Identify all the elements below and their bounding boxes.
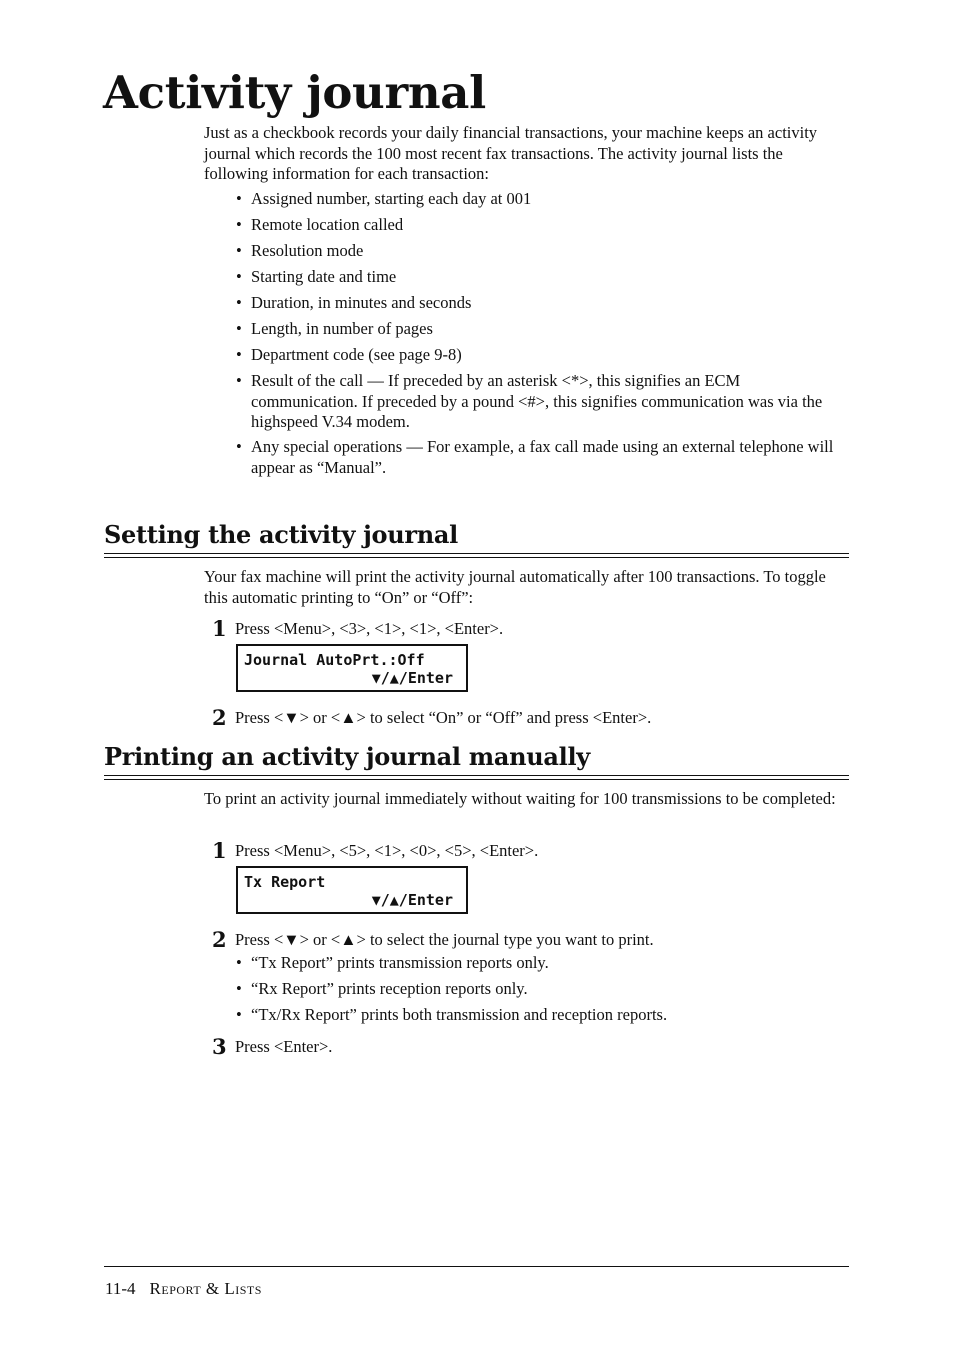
- step-text: Press <Menu>, <3>, <1>, <1>, <Enter>.: [235, 619, 504, 638]
- lcd-display: [236, 866, 468, 914]
- step-text: Press <▼> or <▲> to select “On” or “Off” and press <Enter>.: [235, 708, 652, 727]
- step-number: 3: [212, 1034, 227, 1059]
- bullet: •: [236, 437, 242, 456]
- list-item: [236, 345, 851, 366]
- list-item-text: Length, in number of pages: [251, 319, 433, 338]
- step-text: Press <Menu>, <5>, <1>, <0>, <5>, <Enter>.: [235, 841, 539, 860]
- step-number: 1: [212, 616, 227, 641]
- footer-rule: [104, 1266, 849, 1267]
- bullet: •: [236, 241, 242, 260]
- list-item-text: Duration, in minutes and seconds: [251, 293, 472, 312]
- heading-rule: [104, 779, 849, 780]
- bullet: •: [236, 345, 242, 364]
- list-item-text: Result of the call — If preceded by an asterisk <*>, this signifies an ECM communication. If preceded by a pound <#>, this signifies communication was via the highspeed V.34 modem.: [251, 371, 823, 431]
- list-item: [236, 241, 851, 262]
- step-number: 1: [212, 838, 227, 863]
- step-number: 2: [212, 705, 227, 730]
- lcd-line-2: ▼/▲/Enter: [371, 669, 453, 687]
- section-heading-printing: Printing an activity journal manually: [104, 742, 590, 771]
- lcd-line-1: Tx Report: [244, 873, 326, 891]
- section-heading-setting: Setting the activity journal: [104, 520, 458, 549]
- list-item-text: “Tx/Rx Report” prints both transmission and reception reports.: [251, 1005, 668, 1024]
- chapter-title: Report & Lists: [149, 1279, 262, 1298]
- lcd-display: [236, 644, 468, 692]
- heading-rule: [104, 557, 849, 558]
- printing-intro: To print an activity journal immediately without waiting for 100 transmissions to be completed:: [204, 789, 836, 808]
- step-text: Press <▼> or <▲> to select the journal type you want to print.: [235, 930, 654, 949]
- list-item: [236, 979, 851, 1000]
- intro-paragraph: Just as a checkbook records your daily financial transactions, your machine keeps an activity journal which records the 100 most recent fax transactions. The activity journal lists the following information for each transaction:: [204, 123, 818, 183]
- bullet: •: [236, 1005, 242, 1024]
- step-text: Press <Enter>.: [235, 1037, 333, 1056]
- bullet: •: [236, 267, 242, 286]
- bullet: •: [236, 979, 242, 998]
- page-title: Activity journal: [103, 66, 486, 119]
- bullet: •: [236, 953, 242, 972]
- lcd-line-2: ▼/▲/Enter: [371, 891, 453, 909]
- list-item-text: Resolution mode: [251, 241, 364, 260]
- setting-intro: Your fax machine will print the activity journal automatically after 100 transactions. To toggle this automatic printing to “On” or “Off”:: [204, 567, 826, 607]
- list-item: [236, 267, 851, 288]
- step-number: 2: [212, 927, 227, 952]
- list-item-text: “Rx Report” prints reception reports only.: [251, 979, 528, 998]
- list-item: [236, 371, 851, 433]
- list-item: [236, 189, 851, 210]
- bullet: •: [236, 371, 242, 390]
- list-item-text: “Tx Report” prints transmission reports only.: [251, 953, 549, 972]
- bullet: •: [236, 319, 242, 338]
- bullet: •: [236, 215, 242, 234]
- list-item: [236, 1005, 851, 1026]
- bullet: •: [236, 189, 242, 208]
- lcd-line-1: Journal AutoPrt.:Off: [244, 651, 425, 669]
- list-item: [236, 293, 851, 314]
- list-item: [236, 215, 851, 236]
- page-footer: [105, 1279, 262, 1299]
- list-item-text: Any special operations — For example, a fax call made using an external telephone will appear as “Manual”.: [251, 437, 834, 477]
- list-item: [236, 437, 851, 478]
- bullet: •: [236, 293, 242, 312]
- heading-rule: [104, 553, 849, 554]
- list-item-text: Remote location called: [251, 215, 404, 234]
- list-item: [236, 319, 851, 340]
- page-number: 11-4: [105, 1279, 136, 1298]
- list-item-text: Starting date and time: [251, 267, 397, 286]
- list-item: [236, 953, 851, 974]
- heading-rule: [104, 775, 849, 776]
- list-item-text: Assigned number, starting each day at 001: [251, 189, 532, 208]
- list-item-text: Department code (see page 9-8): [251, 345, 462, 364]
